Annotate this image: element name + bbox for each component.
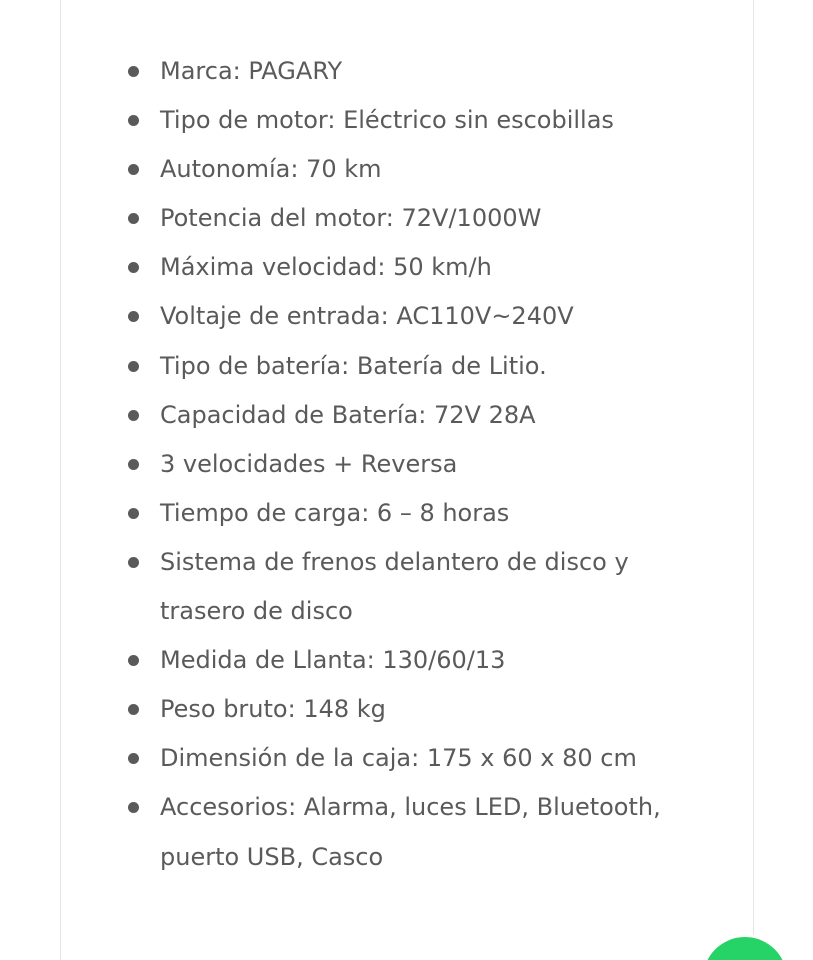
spec-item xyxy=(61,685,753,734)
spec-list xyxy=(61,47,753,882)
spec-text: Sistema de frenos delantero de disco y trasero de disco xyxy=(160,547,629,626)
bullet-icon xyxy=(128,262,139,273)
spec-item xyxy=(61,342,753,391)
spec-item xyxy=(61,440,753,489)
bullet-icon xyxy=(128,557,139,568)
spec-item xyxy=(61,47,753,96)
spec-text: Marca: PAGARY xyxy=(160,57,343,85)
product-spec-card xyxy=(60,0,754,960)
bullet-icon xyxy=(128,311,139,322)
bullet-icon xyxy=(128,508,139,519)
bullet-icon xyxy=(128,655,139,666)
bullet-icon xyxy=(128,459,139,470)
spec-item xyxy=(61,391,753,440)
spec-item xyxy=(61,734,753,783)
spec-text: Máxima velocidad: 50 km/h xyxy=(160,253,492,282)
spec-text: Autonomía: 70 km xyxy=(160,155,382,184)
spec-item xyxy=(61,194,753,243)
spec-text: Dimensión de la caja: 175 x 60 x 80 cm xyxy=(160,744,637,773)
spec-text: Accesorios: Alarma, luces LED, Bluetooth, puerto USB, Casco xyxy=(160,793,661,871)
spec-text: Potencia del motor: 72V/1000W xyxy=(160,204,542,233)
spec-text: Tipo de batería: Batería de Litio. xyxy=(160,351,547,380)
spec-text: Tipo de motor: Eléctrico sin escobillas xyxy=(160,106,614,135)
spec-text: Peso bruto: 148 kg xyxy=(160,695,386,724)
bullet-icon xyxy=(128,361,139,372)
bullet-icon xyxy=(128,66,139,77)
spec-item xyxy=(61,538,753,636)
spec-text: Tiempo de carga: 6 – 8 horas xyxy=(160,498,510,527)
spec-item xyxy=(61,96,753,145)
bullet-icon xyxy=(128,115,139,126)
bullet-icon xyxy=(128,802,139,813)
bullet-icon xyxy=(128,410,139,421)
bullet-icon xyxy=(128,753,139,764)
spec-item xyxy=(61,292,753,341)
spec-text: 3 velocidades + Reversa xyxy=(160,449,458,478)
spec-text: Medida de Llanta: 130/60/13 xyxy=(160,646,506,675)
spec-text: Voltaje de entrada: AC110V~240V xyxy=(160,302,574,331)
spec-item xyxy=(61,636,753,685)
bullet-icon xyxy=(128,164,139,175)
spec-text: Capacidad de Batería: 72V 28A xyxy=(160,400,536,429)
spec-item xyxy=(61,783,753,881)
spec-item xyxy=(61,243,753,292)
spec-item xyxy=(61,489,753,538)
bullet-icon xyxy=(128,704,139,715)
spec-item xyxy=(61,145,753,194)
bullet-icon xyxy=(128,213,139,224)
